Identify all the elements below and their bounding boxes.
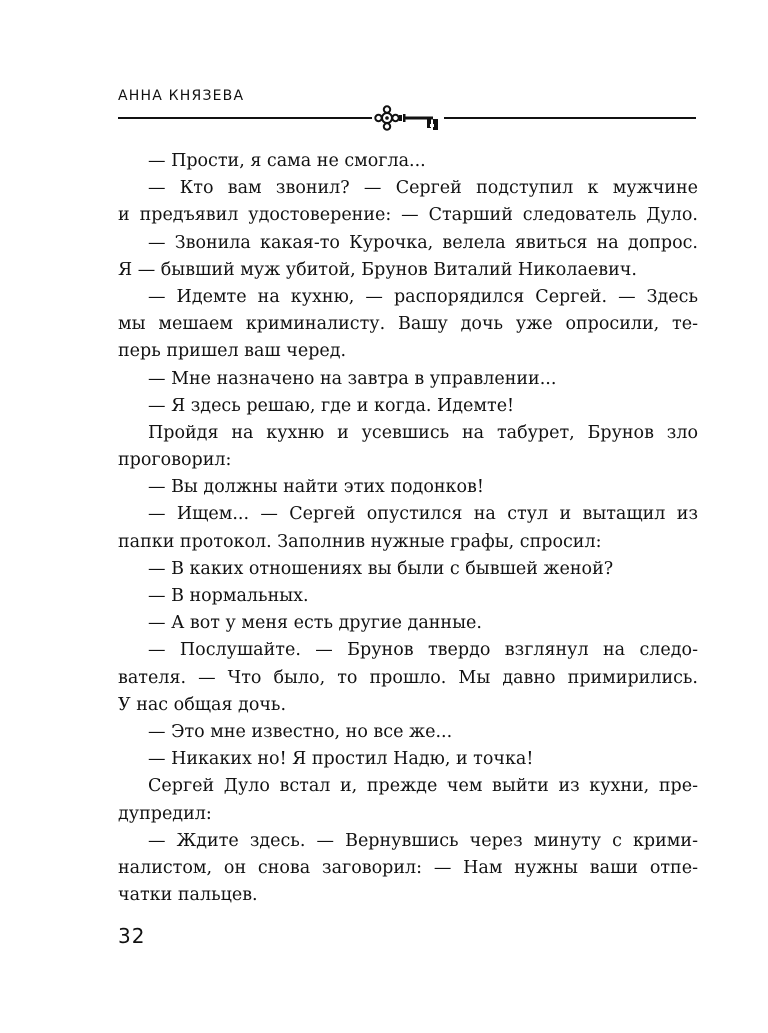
body-text xyxy=(118,148,698,909)
text-line: — Вы должны найти этих подонков! xyxy=(148,477,484,498)
text-line: мы мешаем криминалисту. Вашу дочь уже опросили, те- xyxy=(118,314,698,335)
text-line: вателя. — Что было, то прошло. Мы давно примирились. xyxy=(118,667,698,688)
text-line: — А вот у меня есть другие данные. xyxy=(148,613,482,634)
text-line: — Прости, я сама не смогла... xyxy=(148,151,426,171)
text-line: проговорил: xyxy=(118,450,232,471)
text-line: Пройдя на кухню и усевшись на табурет, Брунов зло xyxy=(148,422,698,443)
text-line: — В каких отношениях вы были с бывшей женой? xyxy=(148,558,614,579)
text-line: Сергей Дуло встал и, прежде чем выйти из кухни, пре- xyxy=(148,776,698,797)
text-line: У нас общая дочь. xyxy=(118,694,287,715)
text-line: — Никаких но! Я простил Надю, и точка! xyxy=(148,749,534,770)
text-line: перь пришел ваш черед. xyxy=(118,341,347,362)
text-line: папки протокол. Заполнив нужные графы, спросил: xyxy=(118,531,602,552)
text-line: дупредил: xyxy=(118,803,212,824)
key-ornament-icon xyxy=(372,103,444,133)
text-line: Я — бывший муж убитой, Брунов Виталий Николаевич. xyxy=(118,259,637,280)
page-number: 32 xyxy=(118,924,146,948)
text-line: и предъявил удостоверение: — Старший следователь Дуло. xyxy=(118,205,698,226)
text-line: — Ждите здесь. — Вернувшись через минуту с крими- xyxy=(148,830,698,851)
text-line: — Я здесь решаю, где и когда. Идемте! xyxy=(148,395,515,416)
text-line: — В нормальных. xyxy=(148,586,309,606)
running-head-author: АННА КНЯЗЕВА xyxy=(118,88,245,104)
text-line: — Ищем... — Сергей опустился на стул и вытащил из xyxy=(148,504,698,525)
text-line: чатки пальцев. xyxy=(118,885,258,906)
text-line: — Идемте на кухню, — распорядился Сергей. — Здесь xyxy=(148,286,698,307)
text-line: — Кто вам звонил? — Сергей подступил к мужчине xyxy=(148,178,698,199)
text-line: — Звонила какая-то Курочка, велела явиться на допрос. xyxy=(148,232,698,253)
text-line: — Мне назначено на завтра в управлении... xyxy=(148,368,557,389)
text-line: налистом, он снова заговорил: — Нам нужны ваши отпе- xyxy=(118,857,698,878)
text-line: — Послушайте. — Брунов твердо взглянул на следо- xyxy=(148,640,698,661)
text-line: — Это мне известно, но все же... xyxy=(148,721,453,742)
